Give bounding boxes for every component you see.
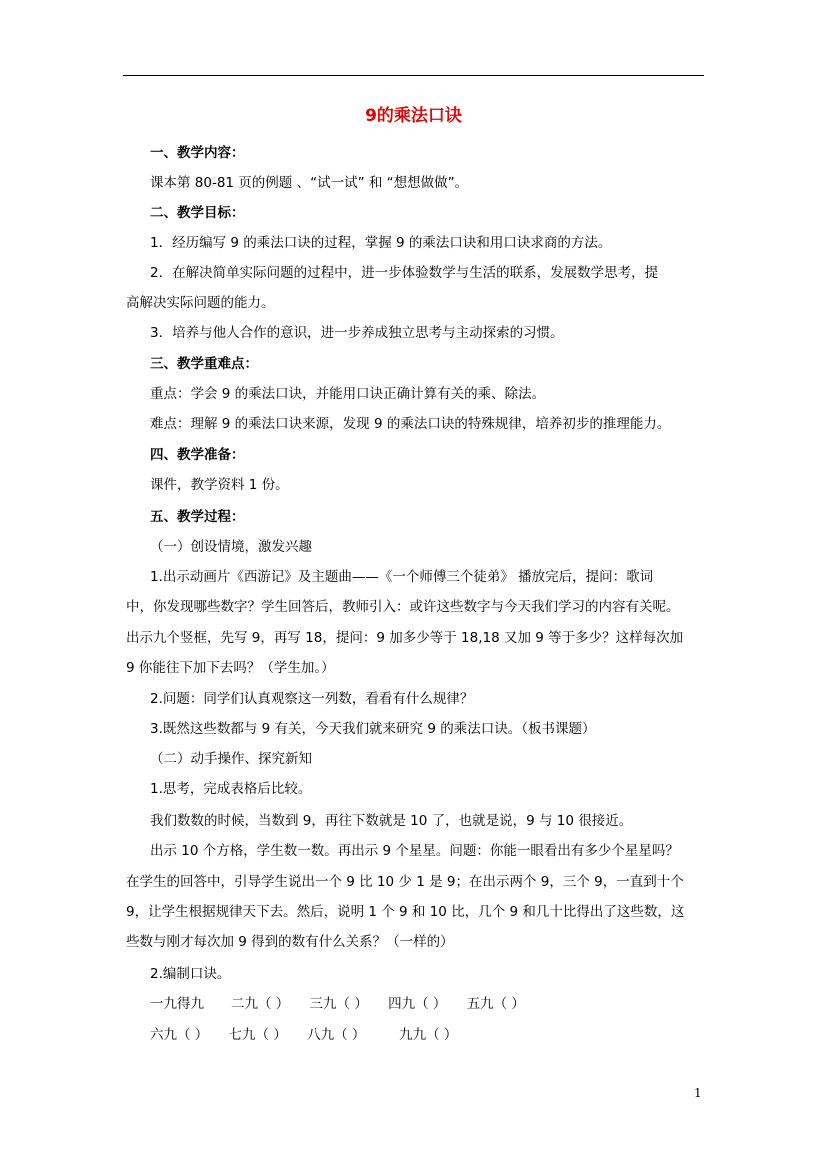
paragraph-line: 9 你能往下加下去吗？（学生加。）: [126, 660, 335, 676]
section-heading: 五、教学过程：: [150, 509, 245, 525]
paragraph-line: 我们数数的时候，当数到 9，再往下数就是 10 了，也就是说，9 与 10 很接近。: [150, 813, 633, 829]
paragraph-line: 中，你发现哪些数字？学生回答后，教师引入：或许这些数字与今天我们学习的内容有关呢。: [126, 599, 680, 615]
paragraph-line: 难点：理解 9 的乘法口诀来源，发现 9 的乘法口诀的特殊规律，培养初步的推理能力。: [150, 416, 671, 432]
paragraph-line: 1.思考，完成表格后比较。: [150, 781, 312, 797]
header-rule: [123, 75, 704, 76]
section-heading: 三、教学重难点：: [150, 356, 258, 372]
paragraph-line: 一九得九 二九（ ） 三九（ ） 四九（ ） 五九（ ）: [150, 996, 525, 1012]
paragraph-line: 在学生的回答中，引导学生说出一个 9 比 10 少 1 是 9；在出示两个 9，三个 9，一直到十个: [126, 874, 684, 890]
paragraph-line: 出示九个竖框，先写 9，再写 18，提问：9 加多少等于 18,18 又加 9 等于多少？这样每次加: [126, 630, 684, 646]
paragraph-line: （一）创设情境，激发兴趣: [150, 539, 312, 555]
document-title: 9的乘法口诀: [365, 106, 462, 126]
paragraph-line: 1．经历编写 9 的乘法口诀的过程，掌握 9 的乘法口诀和用口诀求商的方法。: [150, 235, 612, 251]
paragraph-line: 课件，教学资料 1 份。: [150, 477, 289, 493]
paragraph-line: 2．在解决简单实际问题的过程中，进一步体验数学与生活的联系，发展数学思考，提: [150, 265, 659, 281]
paragraph-line: 3．培养与他人合作的意识，进一步养成独立思考与主动探索的习惯。: [150, 325, 564, 341]
section-heading: 二、教学目标：: [150, 205, 245, 221]
paragraph-line: 课本第 80-81 页的例题 、“试一试” 和 “想想做做”。: [150, 175, 469, 191]
paragraph-line: 出示 10 个方格，学生数一数。再出示 9 个星星。问题：你能一眼看出有多少个星星吗？: [150, 843, 679, 859]
paragraph-line: 3.既然这些数都与 9 有关，今天我们就来研究 9 的乘法口诀。（板书课题）: [150, 721, 596, 737]
section-heading: 一、教学内容：: [150, 145, 245, 161]
paragraph-line: 1.出示动画片《西游记》及主题曲——《一个师傅三个徒弟》 播放完后，提问：歌词: [150, 569, 654, 585]
paragraph-line: 六九（ ） 七九（ ） 八九（ ） 九九（ ）: [150, 1027, 458, 1043]
paragraph-line: 9，让学生根据规律天下去。然后，说明 1 个 9 和 10 比，几个 9 和几十比得出了这些数，这: [126, 904, 685, 920]
paragraph-line: 高解决实际问题的能力。: [126, 295, 275, 311]
section-heading: 四、教学准备：: [150, 447, 245, 463]
page-number: 1: [694, 1086, 702, 1100]
paragraph-line: 2.编制口诀。: [150, 966, 231, 982]
paragraph-line: 2.问题：同学们认真观察这一列数，看看有什么规律？: [150, 691, 474, 707]
paragraph-line: 重点：学会 9 的乘法口诀，并能用口诀正确计算有关的乘、除法。: [150, 386, 546, 402]
paragraph-line: （二）动手操作、探究新知: [150, 751, 312, 767]
paragraph-line: 些数与刚才每次加 9 得到的数有什么关系？（一样的）: [126, 934, 454, 950]
